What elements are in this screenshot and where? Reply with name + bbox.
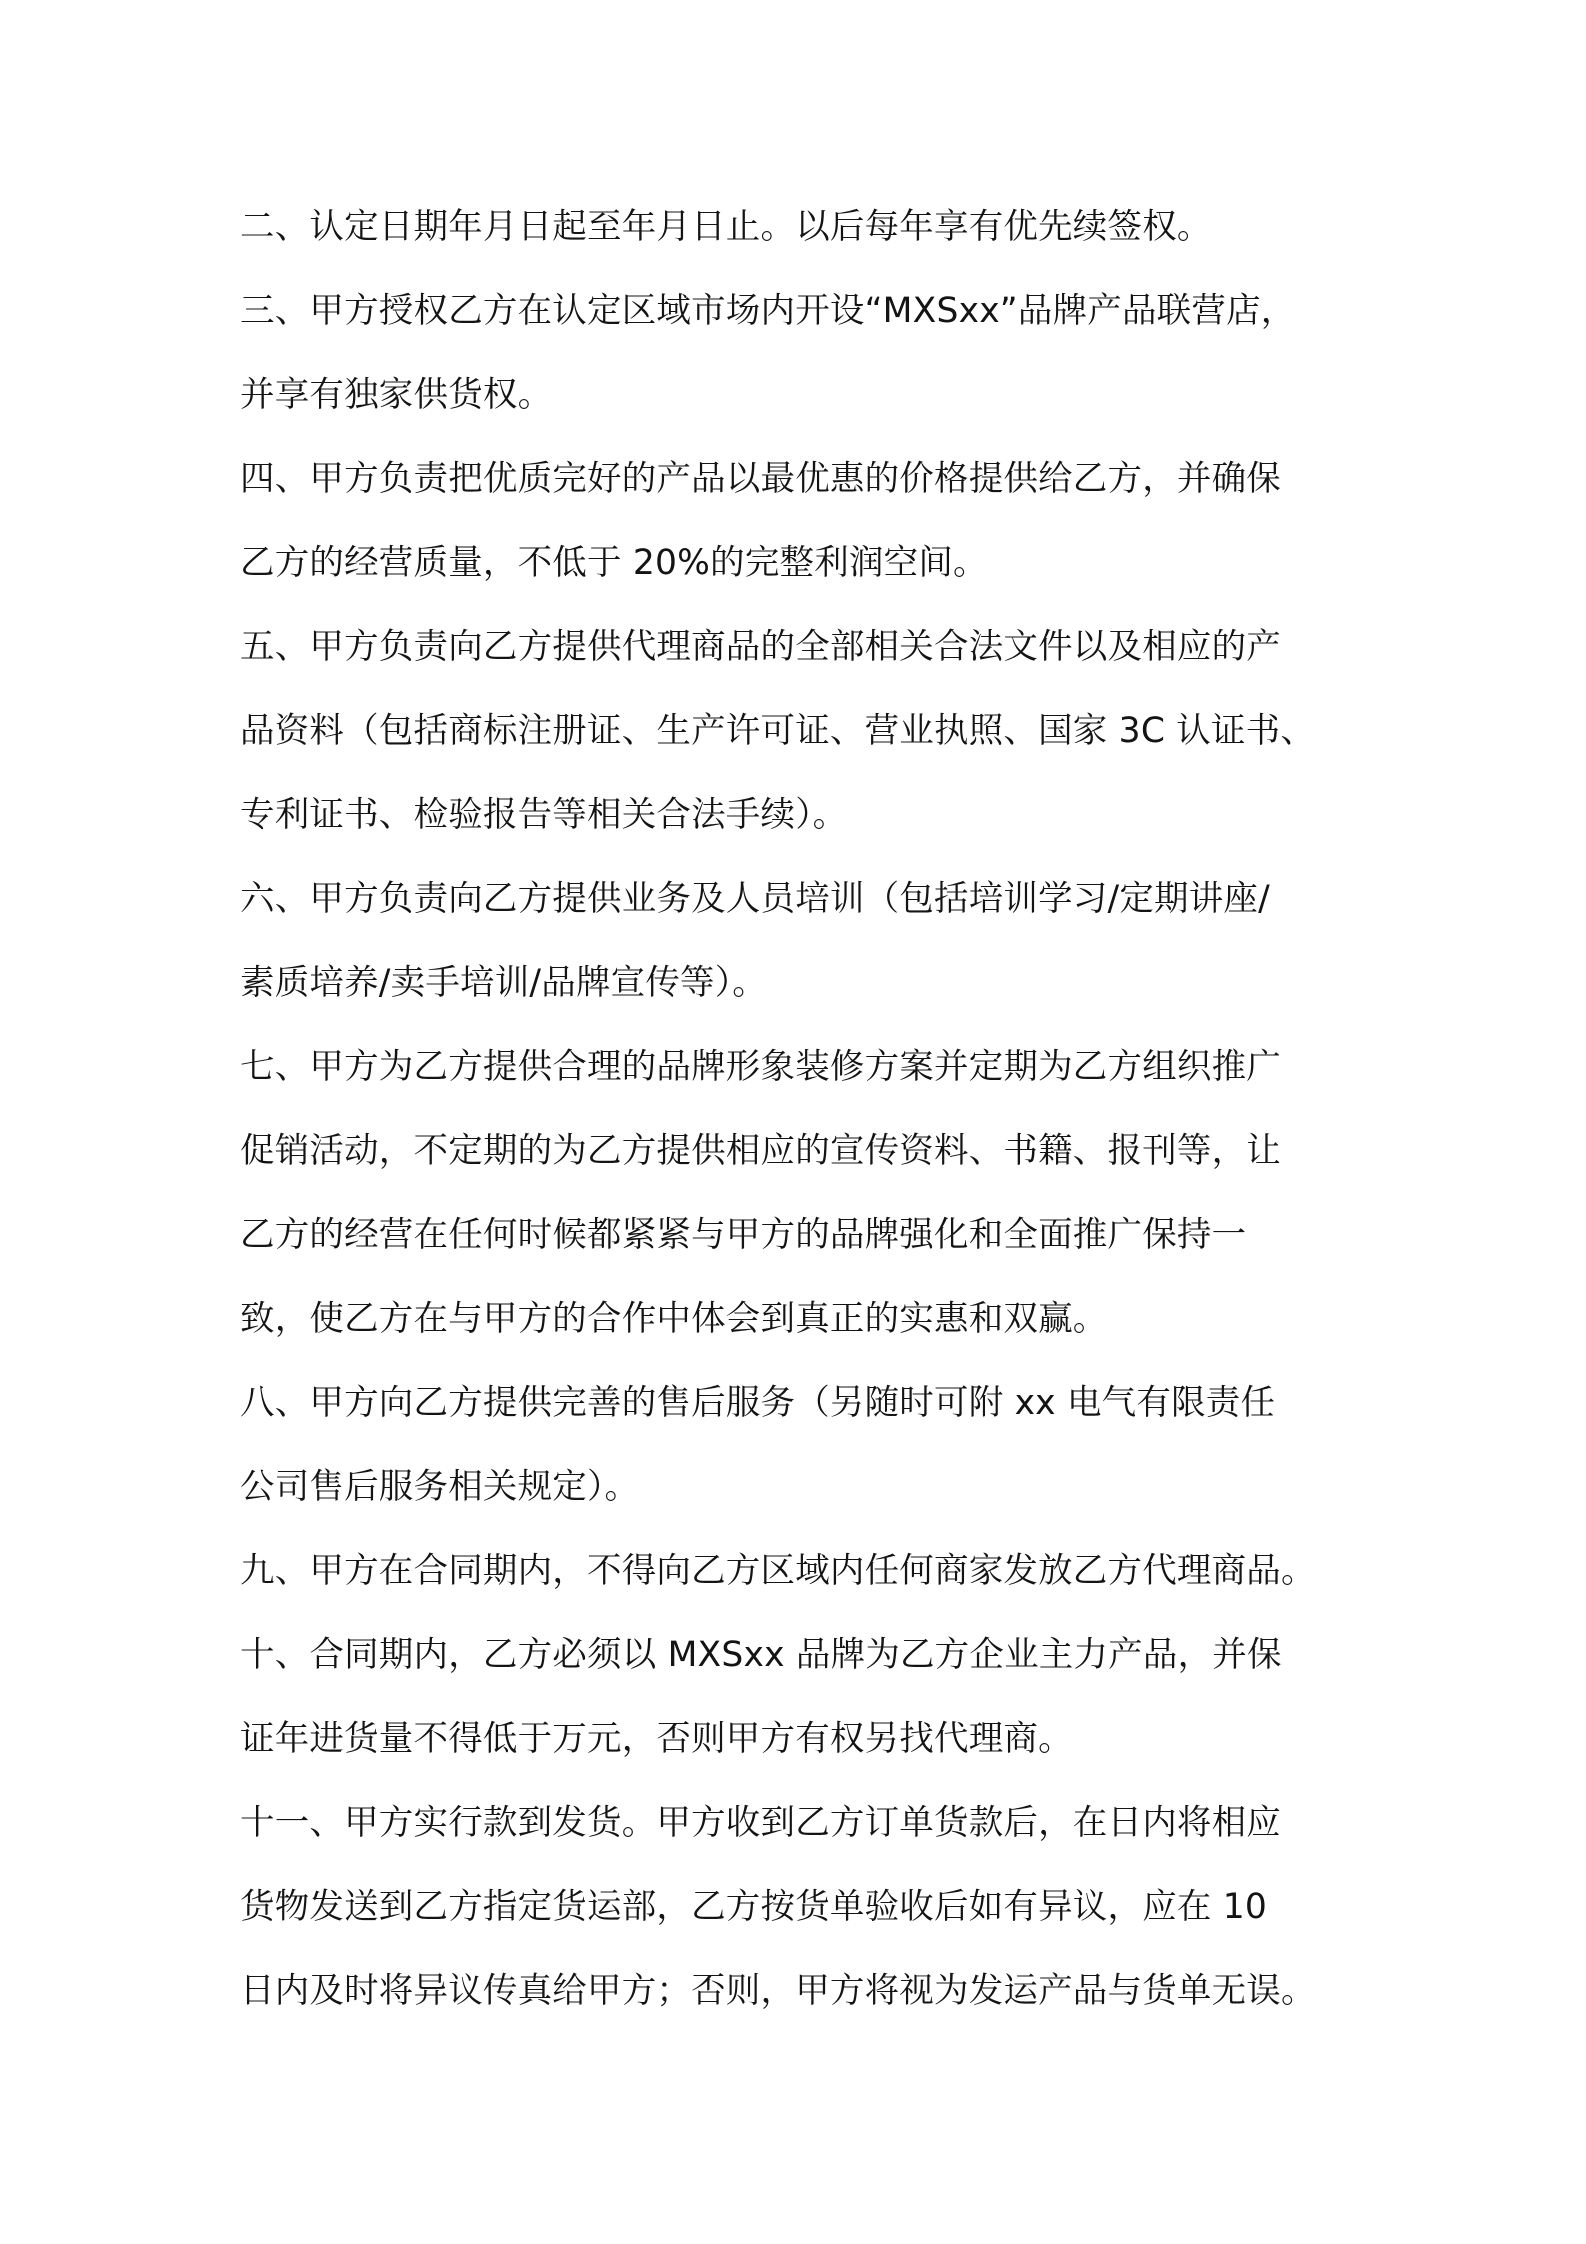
- clause-line: 日内及时将异议传真给甲方；否则，甲方将视为发运产品与货单无误。: [240, 1971, 1316, 2011]
- clause-line: 专利证书、检验报告等相关合法手续）。: [240, 795, 848, 835]
- clause-line: 五、甲方负责向乙方提供代理商品的全部相关合法文件以及相应的产: [240, 627, 1281, 667]
- clause-line: 公司售后服务相关规定）。: [240, 1467, 640, 1507]
- clause-line: 证年进货量不得低于万元，否则甲方有权另找代理商。: [240, 1719, 1073, 1759]
- clause-6: [240, 857, 1360, 1025]
- clause-line: 六、甲方负责向乙方提供业务及人员培训（包括培训学习/定期讲座/: [240, 879, 1270, 919]
- clause-line: 四、甲方负责把优质完好的产品以最优惠的价格提供给乙方，并确保: [240, 459, 1281, 499]
- clause-8: [240, 1361, 1360, 1529]
- clause-line: 七、甲方为乙方提供合理的品牌形象装修方案并定期为乙方组织推广: [240, 1047, 1281, 1087]
- clause-line: 品资料（包括商标注册证、生产许可证、营业执照、国家 3C 认证书、: [240, 711, 1316, 751]
- clause-line: 乙方的经营在任何时候都紧紧与甲方的品牌强化和全面推广保持一: [240, 1215, 1247, 1255]
- clause-11: [240, 1781, 1360, 2033]
- clause-line: 九、甲方在合同期内，不得向乙方区域内任何商家发放乙方代理商品。: [240, 1551, 1316, 1591]
- clause-line: 十一、甲方实行款到发货。甲方收到乙方订单货款后，在日内将相应: [240, 1803, 1281, 1843]
- clause-7: [240, 1025, 1360, 1361]
- clause-9: [240, 1529, 1360, 1613]
- clause-2: [240, 185, 1360, 269]
- clause-line: 三、甲方授权乙方在认定区域市场内开设“MXSxx”品牌产品联营店，: [240, 291, 1296, 331]
- clause-4: [240, 437, 1360, 605]
- clause-line: 八、甲方向乙方提供完善的售后服务（另随时可附 xx 电气有限责任: [240, 1383, 1276, 1423]
- clause-5: [240, 605, 1360, 857]
- clause-line: 二、认定日期年月日起至年月日止。以后每年享有优先续签权。: [240, 207, 1212, 247]
- clause-line: 并享有独家供货权。: [240, 375, 553, 415]
- clause-line: 货物发送到乙方指定货运部，乙方按货单验收后如有异议，应在 10: [240, 1887, 1268, 1927]
- contract-body: [240, 185, 1360, 2033]
- clause-line: 十、合同期内，乙方必须以 MXSxx 品牌为乙方企业主力产品，并保: [240, 1635, 1282, 1675]
- clause-line: 致，使乙方在与甲方的合作中体会到真正的实惠和双赢。: [240, 1299, 1108, 1339]
- clause-line: 乙方的经营质量，不低于 20%的完整利润空间。: [240, 543, 988, 583]
- clause-3: [240, 269, 1360, 437]
- clause-10: [240, 1613, 1360, 1781]
- clause-line: 素质培养/卖手培训/品牌宣传等）。: [240, 963, 767, 1003]
- clause-line: 促销活动，不定期的为乙方提供相应的宣传资料、书籍、报刊等，让: [240, 1131, 1281, 1171]
